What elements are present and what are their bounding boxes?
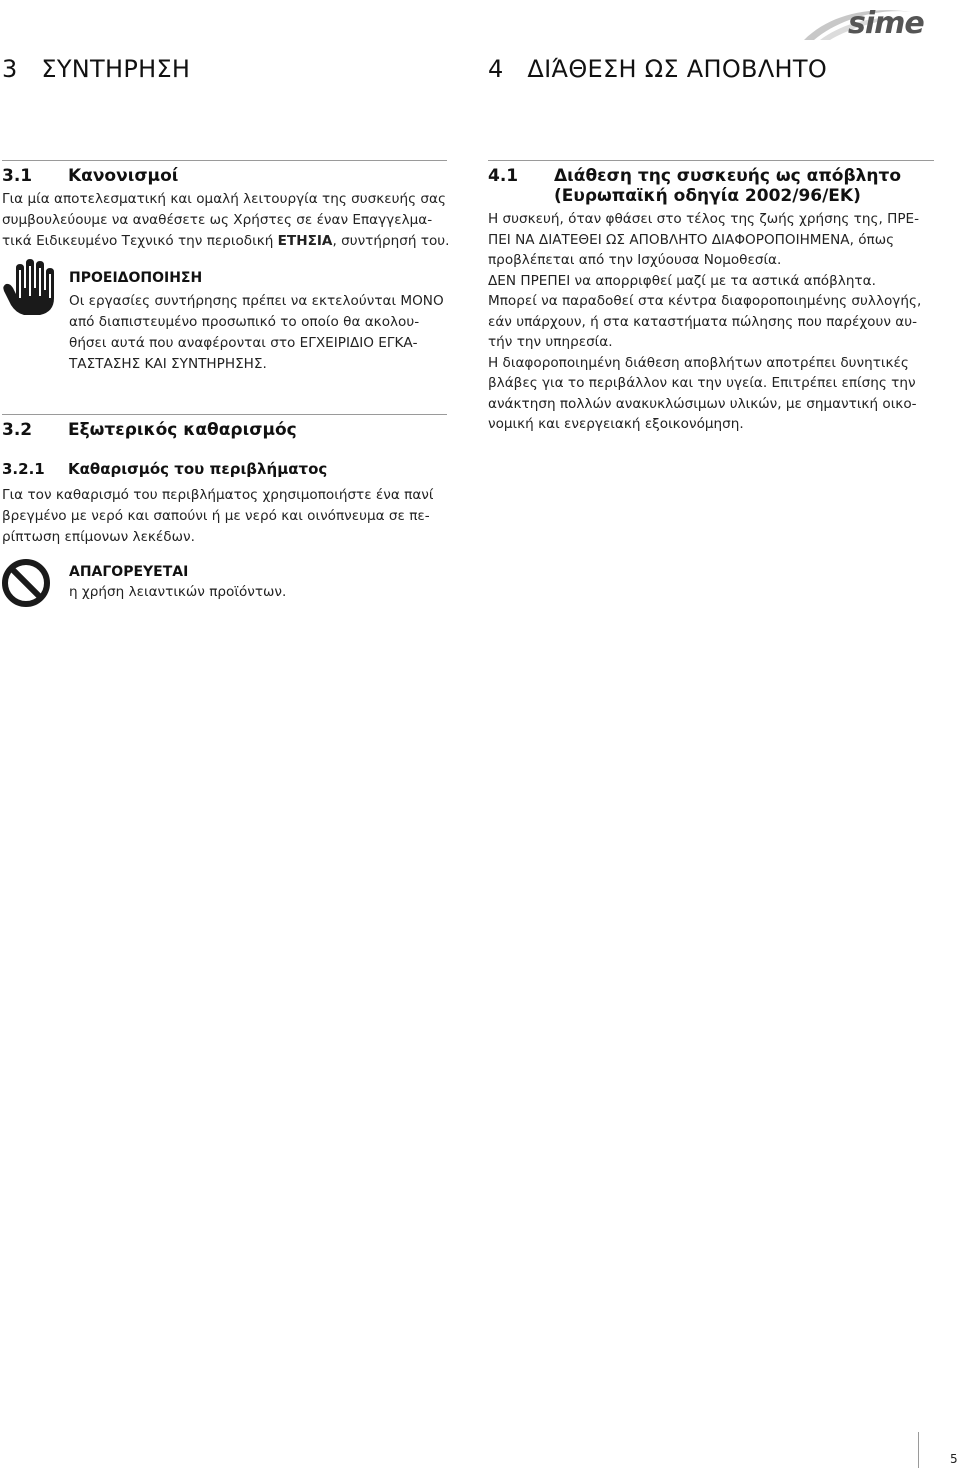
divider-4-1 (488, 160, 934, 161)
text-line: Η συσκευή, όταν φθάσει στο τέλος της ζωής χρήσης της, ΠΡΕ- (488, 211, 920, 227)
text-line: Για μία αποτελεσματική και ομαλή λειτουργία της συσκευής σας (2, 191, 446, 207)
divider-3-1 (2, 160, 447, 161)
chapter-title-disposal: 4 ΔΙΆΘΕΣΗ ΩΣ ΑΠΟΒΛΗΤΟ (488, 55, 828, 83)
text-line: ανάκτηση πολλών ανακυκλώσιμων υλικών, με σημαντική οικο- (488, 395, 917, 412)
text-line (2, 231, 449, 252)
section-number: 3.1 (2, 166, 33, 186)
divider-3-2 (2, 414, 447, 415)
page-number: 5 (950, 1452, 958, 1466)
chapter-title-maintenance: 3 ΣΥΝΤΗΡΗΣΗ (2, 55, 191, 83)
brand-logo (800, 4, 940, 44)
text-line: νομική και ενεργειακή εξοικονόμηση. (488, 416, 744, 432)
section-heading-3-2-1 (2, 460, 327, 478)
text-line: βλάβες για το περιβάλλον και την υγεία. Επιτρέπει επίσης την (488, 375, 916, 391)
hand-stop-icon (2, 258, 56, 316)
section-heading-3-2 (2, 420, 297, 440)
section-heading-3-1 (2, 166, 178, 186)
section-title: Εξωτερικός καθαρισμός (68, 420, 297, 440)
section-number: 4.1 (488, 166, 519, 186)
warning-text (69, 291, 444, 375)
text-line: ΤΑΣΤΑΣΗΣ ΚΑΙ ΣΥΝΤΗΡΗΣΗΣ. (69, 356, 267, 372)
section-title-line2: (Ευρωπαϊκή οδηγία 2002/96/ΕΚ) (554, 186, 861, 206)
paragraph-disposal (488, 209, 921, 435)
text-run: τικά Ειδικευμένο Τεχνικό την περιοδική (2, 233, 278, 249)
text-line: θήσει αυτά που αναφέρονται στο ΕΓΧΕΙΡΙΔΙΟ ΕΓΚΑ- (69, 335, 418, 351)
section-title: Κανονισμοί (68, 166, 179, 186)
section-number: 3.2 (2, 420, 33, 440)
text-line: από διαπιστευμένο προσωπικό το οποίο θα ακολου- (69, 314, 420, 330)
section-title-line1: Διάθεση της συσκευής ως απόβλητο (554, 166, 902, 186)
section-title: Καθαρισμός του περιβλήματος (68, 460, 328, 478)
paragraph-casing-cleaning (2, 485, 433, 548)
prohibition-title: ΑΠΑΓΟΡΕΥΕΤΑΙ (69, 564, 189, 580)
paragraph-regulations (2, 189, 449, 252)
section-heading-4-1 (488, 166, 901, 206)
text-line: ρίπτωση επίμονων λεκέδων. (2, 529, 195, 545)
footer-divider (918, 1432, 919, 1468)
text-line: Μπορεί να παραδοθεί στα κέντρα διαφοροποιημένης συλλογής, (488, 293, 922, 309)
text-line: βρεγμένο με νερό και σαπούνι ή με νερό και οινόπνευμα σε πε- (2, 508, 430, 524)
text-line: συμβουλεύουμε να αναθέσετε ως Χρήστες σε έναν Επαγγελμα- (2, 212, 433, 228)
text-line: Οι εργασίες συντήρησης πρέπει να εκτελούνται ΜΟΝΟ (69, 293, 444, 309)
text-line: ΠΕΙ ΝΑ ΔΙΑΤΕΘΕΙ ΩΣ ΑΠΟΒΛΗΤΟ ΔΙΑΦΟΡΟΠΟΙΗΜΕΝΑ, όπως (488, 231, 895, 248)
text-line: προβλέπεται από την Ισχύουσα Νομοθεσία. (488, 252, 782, 268)
text-line: Η διαφοροποιημένη διάθεση αποβλήτων αποτρέπει δυνητικές (488, 354, 909, 371)
warning-title: ΠΡΟΕΙΔΟΠΟΙΗΣΗ (69, 270, 203, 286)
text-run: , συντήρησή του. (332, 233, 450, 249)
text-line: ΔΕΝ ΠΡΕΠΕΙ να απορριφθεί μαζί με τα αστικά απόβλητα. (488, 272, 876, 289)
text-line: τήν την υπηρεσία. (488, 334, 613, 350)
text-line: εάν υπάρχουν, ή στα καταστήματα πώλησης που παρέχουν αυ- (488, 313, 918, 330)
logo-text: sime (848, 6, 924, 41)
prohibited-icon (1, 558, 51, 608)
text-bold: ΕΤΗΣΙΑ (277, 233, 333, 249)
text-line: Για τον καθαρισμό του περιβλήματος χρησιμοποιήστε ένα πανί (2, 487, 434, 503)
prohibition-text: η χρήση λειαντικών προϊόντων. (69, 584, 287, 600)
section-number: 3.2.1 (2, 460, 45, 478)
